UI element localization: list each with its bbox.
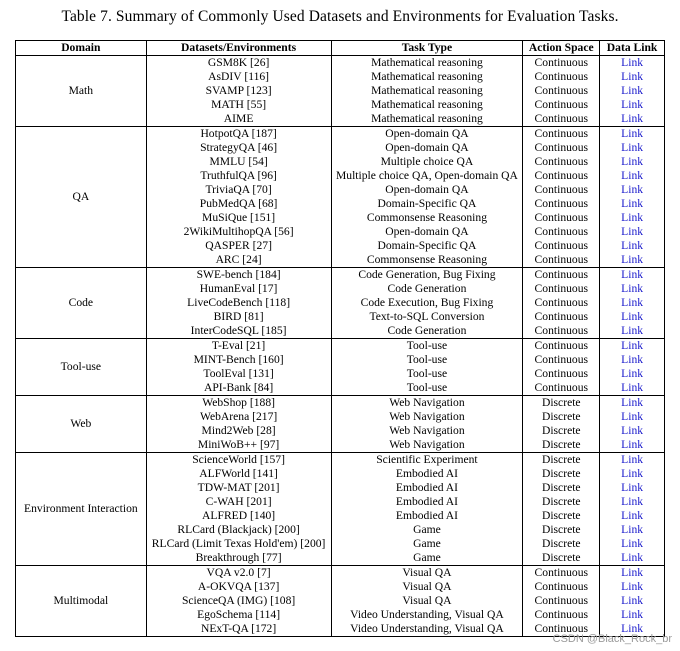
data-link[interactable]: Link — [621, 438, 644, 452]
task-type-cell: Domain-Specific QA — [331, 239, 523, 253]
data-link[interactable]: Link — [621, 523, 644, 537]
task-type-cell: Visual QA — [331, 580, 523, 594]
task-type-cell: Embodied AI — [331, 467, 523, 481]
data-link[interactable]: Link — [621, 211, 644, 225]
header-task-type: Task Type — [331, 41, 523, 56]
action-space-cell: Continuous — [523, 324, 600, 339]
data-link-cell — [600, 537, 665, 551]
task-type-cell: Mathematical reasoning — [331, 112, 523, 127]
action-space-cell: Discrete — [523, 424, 600, 438]
action-space-cell: Continuous — [523, 225, 600, 239]
dataset-cell: EgoSchema [114] — [146, 608, 331, 622]
dataset-cell: WebArena [217] — [146, 410, 331, 424]
dataset-cell: Mind2Web [28] — [146, 424, 331, 438]
data-link[interactable]: Link — [621, 84, 644, 98]
action-space-cell: Continuous — [523, 268, 600, 283]
dataset-cell: MuSiQue [151] — [146, 211, 331, 225]
action-space-cell: Continuous — [523, 169, 600, 183]
domain-cell: Code — [16, 268, 147, 339]
data-link-cell — [600, 453, 665, 468]
data-link-cell — [600, 566, 665, 581]
data-link-cell — [600, 410, 665, 424]
data-link[interactable]: Link — [621, 608, 644, 622]
header-row — [16, 41, 665, 56]
data-link[interactable]: Link — [621, 56, 644, 70]
table-row — [16, 396, 665, 411]
task-type-cell: Multiple choice QA, Open-domain QA — [331, 169, 523, 183]
data-link[interactable]: Link — [621, 580, 644, 594]
dataset-cell: VQA v2.0 [7] — [146, 566, 331, 581]
task-type-cell: Open-domain QA — [331, 141, 523, 155]
data-link[interactable]: Link — [621, 141, 644, 155]
action-space-cell: Continuous — [523, 381, 600, 396]
action-space-cell: Continuous — [523, 98, 600, 112]
data-link-cell — [600, 155, 665, 169]
data-link-cell — [600, 495, 665, 509]
dataset-cell: ALFRED [140] — [146, 509, 331, 523]
data-link-cell — [600, 324, 665, 339]
data-link[interactable]: Link — [621, 112, 644, 126]
domain-cell: Tool-use — [16, 339, 147, 396]
dataset-cell: AsDIV [116] — [146, 70, 331, 84]
data-link[interactable]: Link — [621, 467, 644, 481]
task-type-cell: Mathematical reasoning — [331, 56, 523, 71]
task-type-cell: Web Navigation — [331, 410, 523, 424]
task-type-cell: Embodied AI — [331, 509, 523, 523]
action-space-cell: Continuous — [523, 353, 600, 367]
dataset-cell: QASPER [27] — [146, 239, 331, 253]
dataset-cell: ToolEval [131] — [146, 367, 331, 381]
data-link-cell — [600, 353, 665, 367]
data-link[interactable]: Link — [621, 127, 644, 141]
dataset-cell: ALFWorld [141] — [146, 467, 331, 481]
data-link[interactable]: Link — [621, 424, 644, 438]
data-link[interactable]: Link — [621, 410, 644, 424]
data-link-cell — [600, 239, 665, 253]
data-link-cell — [600, 551, 665, 566]
data-link[interactable]: Link — [621, 396, 644, 410]
header-domain: Domain — [16, 41, 147, 56]
watermark: CSDN @Black_Rock_br — [552, 633, 672, 645]
task-type-cell: Video Understanding, Visual QA — [331, 608, 523, 622]
dataset-cell: WebShop [188] — [146, 396, 331, 411]
data-link-cell — [600, 197, 665, 211]
task-type-cell: Commonsense Reasoning — [331, 253, 523, 268]
header-action-space: Action Space — [523, 41, 600, 56]
task-type-cell: Code Generation — [331, 282, 523, 296]
task-type-cell: Visual QA — [331, 566, 523, 581]
dataset-cell: ScienceWorld [157] — [146, 453, 331, 468]
dataset-cell: StrategyQA [46] — [146, 141, 331, 155]
task-type-cell: Web Navigation — [331, 438, 523, 453]
data-link-cell — [600, 127, 665, 142]
task-type-cell: Code Execution, Bug Fixing — [331, 296, 523, 310]
task-type-cell: Mathematical reasoning — [331, 98, 523, 112]
table-row — [16, 453, 665, 468]
domain-cell: QA — [16, 127, 147, 268]
task-type-cell: Scientific Experiment — [331, 453, 523, 468]
dataset-cell: RLCard (Blackjack) [200] — [146, 523, 331, 537]
header-datasets: Datasets/Environments — [146, 41, 331, 56]
dataset-cell: HotpotQA [187] — [146, 127, 331, 142]
data-link-cell — [600, 211, 665, 225]
data-link-cell — [600, 381, 665, 396]
data-link-cell — [600, 438, 665, 453]
action-space-cell: Discrete — [523, 551, 600, 566]
action-space-cell: Continuous — [523, 141, 600, 155]
dataset-cell: MINT-Bench [160] — [146, 353, 331, 367]
data-link[interactable]: Link — [621, 169, 644, 183]
action-space-cell: Continuous — [523, 84, 600, 98]
task-type-cell: Tool-use — [331, 381, 523, 396]
data-link[interactable]: Link — [621, 225, 644, 239]
data-link-cell — [600, 253, 665, 268]
data-link[interactable]: Link — [621, 98, 644, 112]
dataset-cell: PubMedQA [68] — [146, 197, 331, 211]
data-link[interactable]: Link — [621, 296, 644, 310]
action-space-cell: Discrete — [523, 537, 600, 551]
task-type-cell: Mathematical reasoning — [331, 70, 523, 84]
task-type-cell: Tool-use — [331, 353, 523, 367]
action-space-cell: Continuous — [523, 127, 600, 142]
task-type-cell: Tool-use — [331, 339, 523, 354]
action-space-cell: Continuous — [523, 197, 600, 211]
data-link[interactable]: Link — [621, 339, 644, 353]
data-link[interactable]: Link — [621, 282, 644, 296]
dataset-cell: C-WAH [201] — [146, 495, 331, 509]
action-space-cell: Continuous — [523, 367, 600, 381]
dataset-cell: TruthfulQA [96] — [146, 169, 331, 183]
data-link-cell — [600, 268, 665, 283]
data-link[interactable]: Link — [621, 70, 644, 84]
domain-cell: Math — [16, 56, 147, 127]
task-type-cell: Domain-Specific QA — [331, 197, 523, 211]
dataset-cell: BIRD [81] — [146, 310, 331, 324]
action-space-cell: Continuous — [523, 310, 600, 324]
domain-cell: Environment Interaction — [16, 453, 147, 566]
table-row — [16, 566, 665, 581]
action-space-cell: Discrete — [523, 410, 600, 424]
data-link-cell — [600, 580, 665, 594]
task-type-cell: Game — [331, 551, 523, 566]
action-space-cell: Continuous — [523, 622, 600, 637]
data-link[interactable]: Link — [621, 509, 644, 523]
task-type-cell: Tool-use — [331, 367, 523, 381]
action-space-cell: Discrete — [523, 453, 600, 468]
table-caption: Table 7. Summary of Commonly Used Datasets and Environments for Evaluation Tasks. — [61, 8, 619, 25]
task-type-cell: Open-domain QA — [331, 127, 523, 142]
action-space-cell: Continuous — [523, 296, 600, 310]
data-link-cell — [600, 523, 665, 537]
dataset-cell: T-Eval [21] — [146, 339, 331, 354]
task-type-cell: Text-to-SQL Conversion — [331, 310, 523, 324]
action-space-cell: Discrete — [523, 509, 600, 523]
task-type-cell: Web Navigation — [331, 424, 523, 438]
dataset-cell: SVAMP [123] — [146, 84, 331, 98]
action-space-cell: Continuous — [523, 112, 600, 127]
data-link[interactable]: Link — [621, 551, 644, 565]
domain-cell: Multimodal — [16, 566, 147, 637]
data-link-cell — [600, 396, 665, 411]
data-link-cell — [600, 339, 665, 354]
action-space-cell: Continuous — [523, 155, 600, 169]
dataset-cell: ScienceQA (IMG) [108] — [146, 594, 331, 608]
dataset-cell: NExT-QA [172] — [146, 622, 331, 637]
task-type-cell: Mathematical reasoning — [331, 84, 523, 98]
data-link-cell — [600, 98, 665, 112]
data-link-cell — [600, 56, 665, 71]
action-space-cell: Discrete — [523, 523, 600, 537]
dataset-cell: AIME — [146, 112, 331, 127]
dataset-cell: InterCodeSQL [185] — [146, 324, 331, 339]
action-space-cell: Continuous — [523, 580, 600, 594]
table-body — [16, 56, 665, 637]
data-link[interactable]: Link — [621, 183, 644, 197]
task-type-cell: Visual QA — [331, 594, 523, 608]
task-type-cell: Multiple choice QA — [331, 155, 523, 169]
datasets-table — [15, 40, 665, 637]
dataset-cell: SWE-bench [184] — [146, 268, 331, 283]
action-space-cell: Continuous — [523, 239, 600, 253]
header-data-link: Data Link — [600, 41, 665, 56]
data-link-cell — [600, 183, 665, 197]
task-type-cell: Game — [331, 537, 523, 551]
table-row — [16, 268, 665, 283]
domain-cell: Web — [16, 396, 147, 453]
task-type-cell: Embodied AI — [331, 495, 523, 509]
data-link-cell — [600, 225, 665, 239]
data-link-cell — [600, 367, 665, 381]
dataset-cell: MiniWoB++ [97] — [146, 438, 331, 453]
task-type-cell: Code Generation, Bug Fixing — [331, 268, 523, 283]
task-type-cell: Web Navigation — [331, 396, 523, 411]
data-link[interactable]: Link — [621, 197, 644, 211]
data-link[interactable]: Link — [621, 367, 644, 381]
data-link[interactable]: Link — [621, 268, 644, 282]
action-space-cell: Continuous — [523, 282, 600, 296]
data-link[interactable]: Link — [621, 310, 644, 324]
action-space-cell: Continuous — [523, 253, 600, 268]
data-link-cell — [600, 310, 665, 324]
dataset-cell: 2WikiMultihopQA [56] — [146, 225, 331, 239]
data-link[interactable]: Link — [621, 155, 644, 169]
action-space-cell: Continuous — [523, 183, 600, 197]
data-link-cell — [600, 509, 665, 523]
data-link-cell — [600, 169, 665, 183]
data-link[interactable]: Link — [621, 353, 644, 367]
dataset-cell: LiveCodeBench [118] — [146, 296, 331, 310]
data-link[interactable]: Link — [621, 381, 644, 395]
action-space-cell: Discrete — [523, 396, 600, 411]
dataset-cell: MMLU [54] — [146, 155, 331, 169]
data-link[interactable]: Link — [621, 495, 644, 509]
data-link-cell — [600, 282, 665, 296]
data-link-cell — [600, 296, 665, 310]
dataset-cell: MATH [55] — [146, 98, 331, 112]
data-link[interactable]: Link — [621, 622, 644, 636]
table-row — [16, 339, 665, 354]
data-link-cell — [600, 481, 665, 495]
task-type-cell: Code Generation — [331, 324, 523, 339]
data-link-cell — [600, 594, 665, 608]
task-type-cell: Game — [331, 523, 523, 537]
action-space-cell: Discrete — [523, 467, 600, 481]
task-type-cell: Embodied AI — [331, 481, 523, 495]
action-space-cell: Continuous — [523, 608, 600, 622]
dataset-cell: A-OKVQA [137] — [146, 580, 331, 594]
data-link-cell — [600, 608, 665, 622]
data-link-cell — [600, 70, 665, 84]
action-space-cell: Continuous — [523, 56, 600, 71]
data-link[interactable]: Link — [621, 537, 644, 551]
task-type-cell: Open-domain QA — [331, 225, 523, 239]
action-space-cell: Continuous — [523, 594, 600, 608]
data-link[interactable]: Link — [621, 594, 644, 608]
dataset-cell: HumanEval [17] — [146, 282, 331, 296]
dataset-cell: TriviaQA [70] — [146, 183, 331, 197]
data-link-cell — [600, 141, 665, 155]
action-space-cell: Continuous — [523, 211, 600, 225]
table-row — [16, 56, 665, 71]
dataset-cell: TDW-MAT [201] — [146, 481, 331, 495]
data-link[interactable]: Link — [621, 253, 644, 267]
data-link[interactable]: Link — [621, 566, 644, 580]
data-link[interactable]: Link — [621, 239, 644, 253]
task-type-cell: Open-domain QA — [331, 183, 523, 197]
data-link[interactable]: Link — [621, 324, 644, 338]
action-space-cell: Continuous — [523, 566, 600, 581]
task-type-cell: Commonsense Reasoning — [331, 211, 523, 225]
data-link-cell — [600, 467, 665, 481]
dataset-cell: API-Bank [84] — [146, 381, 331, 396]
data-link[interactable]: Link — [621, 453, 644, 467]
dataset-cell: GSM8K [26] — [146, 56, 331, 71]
action-space-cell: Discrete — [523, 481, 600, 495]
dataset-cell: Breakthrough [77] — [146, 551, 331, 566]
data-link[interactable]: Link — [621, 481, 644, 495]
action-space-cell: Continuous — [523, 70, 600, 84]
data-link-cell — [600, 84, 665, 98]
dataset-cell: RLCard (Limit Texas Hold'em) [200] — [146, 537, 331, 551]
data-link-cell — [600, 424, 665, 438]
action-space-cell: Discrete — [523, 438, 600, 453]
data-link-cell — [600, 112, 665, 127]
dataset-cell: ARC [24] — [146, 253, 331, 268]
action-space-cell: Continuous — [523, 339, 600, 354]
task-type-cell: Video Understanding, Visual QA — [331, 622, 523, 637]
action-space-cell: Discrete — [523, 495, 600, 509]
table-row — [16, 127, 665, 142]
